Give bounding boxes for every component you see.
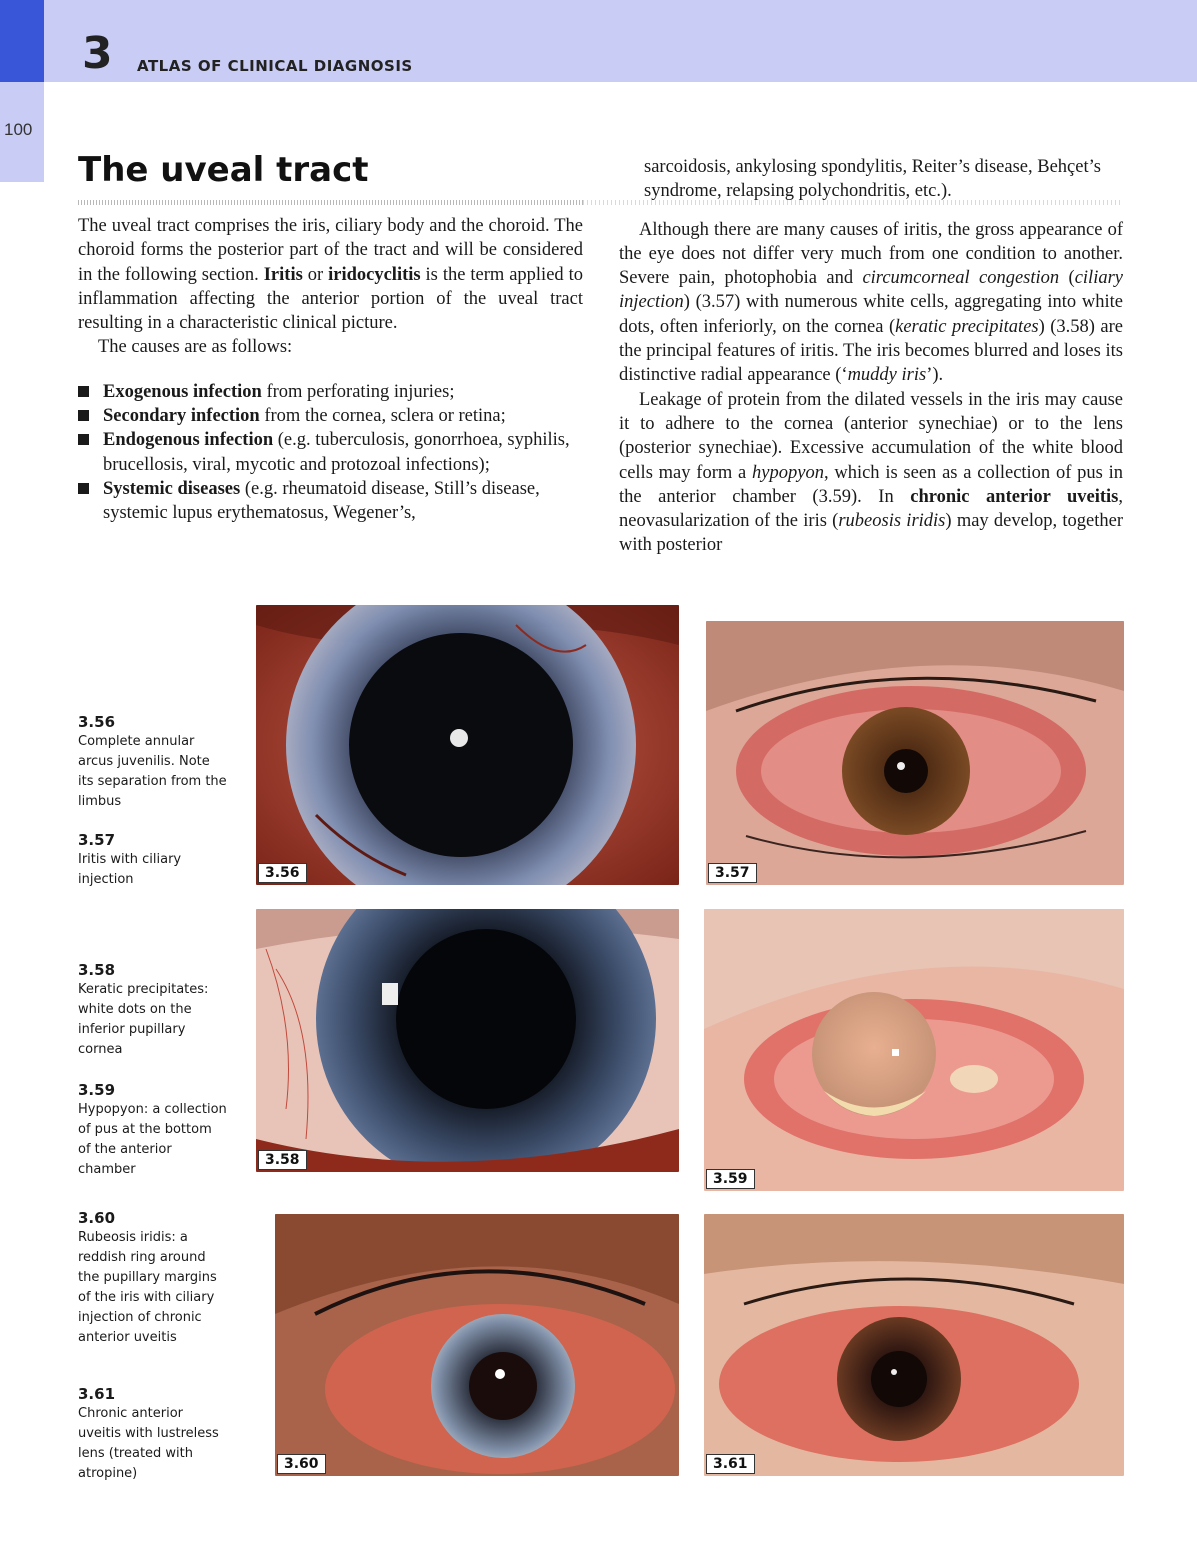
term-iridocyclitis: iridocyclitis: [328, 264, 421, 285]
bullet-square-icon: [78, 386, 89, 397]
caption-3-58: 3.58 Keratic precipitates: white dots on the inferior pupillary cornea: [78, 961, 209, 1057]
eye-photo-arcus: [256, 605, 679, 885]
figure-label: 3.59: [706, 1169, 755, 1189]
figure-3-61: [704, 1214, 1124, 1476]
figure-3-59: [704, 909, 1124, 1191]
list-item: Secondary infection from the cornea, sclera or retina;: [78, 404, 583, 428]
eye-photo-rubeosis-iridis: [275, 1214, 679, 1476]
caption-3-60: 3.60 Rubeosis iridis: a reddish ring around the pupillary margins of the iris with ciliary injection of chronic anterior uveitis: [78, 1209, 217, 1345]
figure-3-60: [275, 1214, 679, 1476]
eye-photo-hypopyon: [704, 909, 1124, 1191]
causes-intro: The causes are as follows:: [98, 337, 293, 358]
left-column: [78, 214, 583, 526]
figure-3-58: [256, 909, 679, 1172]
bullet-square-icon: [78, 434, 89, 445]
intro-paragraph: The uveal tract comprises the iris, ciliary body and the choroid. The choroid forms the posterior part of the tract and will be considered in the following section. Iritis or iridocyclitis is the term applied to inflammation affecting the anterior portion of the uveal tract resulting in a characteristic clinical picture.: [78, 216, 583, 334]
figure-label: 3.56: [258, 863, 307, 883]
caption-3-56: 3.56 Complete annular arcus juvenilis. Note its separation from the limbus: [78, 713, 227, 809]
list-item: Endogenous infection (e.g. tuberculosis, gonorrhoea, syphilis, brucellosis, viral, mycotic and protozoal infections);: [78, 428, 583, 477]
caption-3-61: 3.61 Chronic anterior uveitis with lustreless lens (treated with atropine): [78, 1385, 219, 1481]
list-item: Exogenous infection from perforating injuries;: [78, 380, 583, 404]
section-title: The uveal tract: [78, 150, 369, 190]
caption-3-59: 3.59 Hypopyon: a collection of pus at the bottom of the anterior chamber: [78, 1081, 227, 1177]
right-column: [619, 155, 1123, 558]
bullet-square-icon: [78, 410, 89, 421]
term-iritis: Iritis: [263, 264, 303, 285]
chapter-number: 3: [82, 28, 113, 79]
continuation-paragraph: sarcoidosis, ankylosing spondylitis, Reiter’s disease, Behçet’s syndrome, relapsing polychondritis, etc.).: [644, 157, 1101, 202]
figure-label: 3.61: [706, 1454, 755, 1474]
title-rule: [78, 200, 583, 205]
chapter-title: ATLAS OF CLINICAL DIAGNOSIS: [137, 57, 413, 75]
figure-label: 3.60: [277, 1454, 326, 1474]
iritis-features-paragraph: Although there are many causes of iritis, the gross appearance of the eye does not differ very much from one condition to another. Severe pain, photophobia and circumcorneal congestion (ciliary injection) (3.57) with numerous white cells, aggregating into white dots, often inferiorly, on the cornea (keratic precipitates) (3.58) are the principal features of iritis. The iris becomes blurred and loses its distinctive radial appearance (‘muddy iris’).: [619, 219, 1123, 386]
page-number: 100: [4, 120, 33, 139]
figure-label: 3.58: [258, 1150, 307, 1170]
figure-3-57: [706, 621, 1124, 885]
caption-3-57: 3.57 Iritis with ciliary injection: [78, 831, 182, 887]
eye-photo-iritis: [706, 621, 1124, 885]
list-item: Systemic diseases (e.g. rheumatoid disease, Still’s disease, systemic lupus erythematosus, Wegener’s,: [78, 477, 583, 526]
eye-photo-chronic-uveitis: [704, 1214, 1124, 1476]
bullet-square-icon: [78, 483, 89, 494]
synechiae-paragraph: Leakage of protein from the dilated vessels in the iris may cause it to adhere to the cornea (anterior synechiae) or to the lens (posterior synechiae). Excessive accumulation of the white blood cells may form a hypopyon, which is seen as a collection of pus in the anterior chamber (3.59). In chronic anterior uveitis, neovasularization of the iris (rubeosis iridis) may develop, together with posterior: [619, 389, 1124, 556]
chapter-tab: [0, 0, 44, 82]
causes-list: [78, 380, 583, 526]
eye-photo-keratic-precipitates: [256, 909, 679, 1172]
figure-label: 3.57: [708, 863, 757, 883]
figure-3-56: [256, 605, 679, 885]
